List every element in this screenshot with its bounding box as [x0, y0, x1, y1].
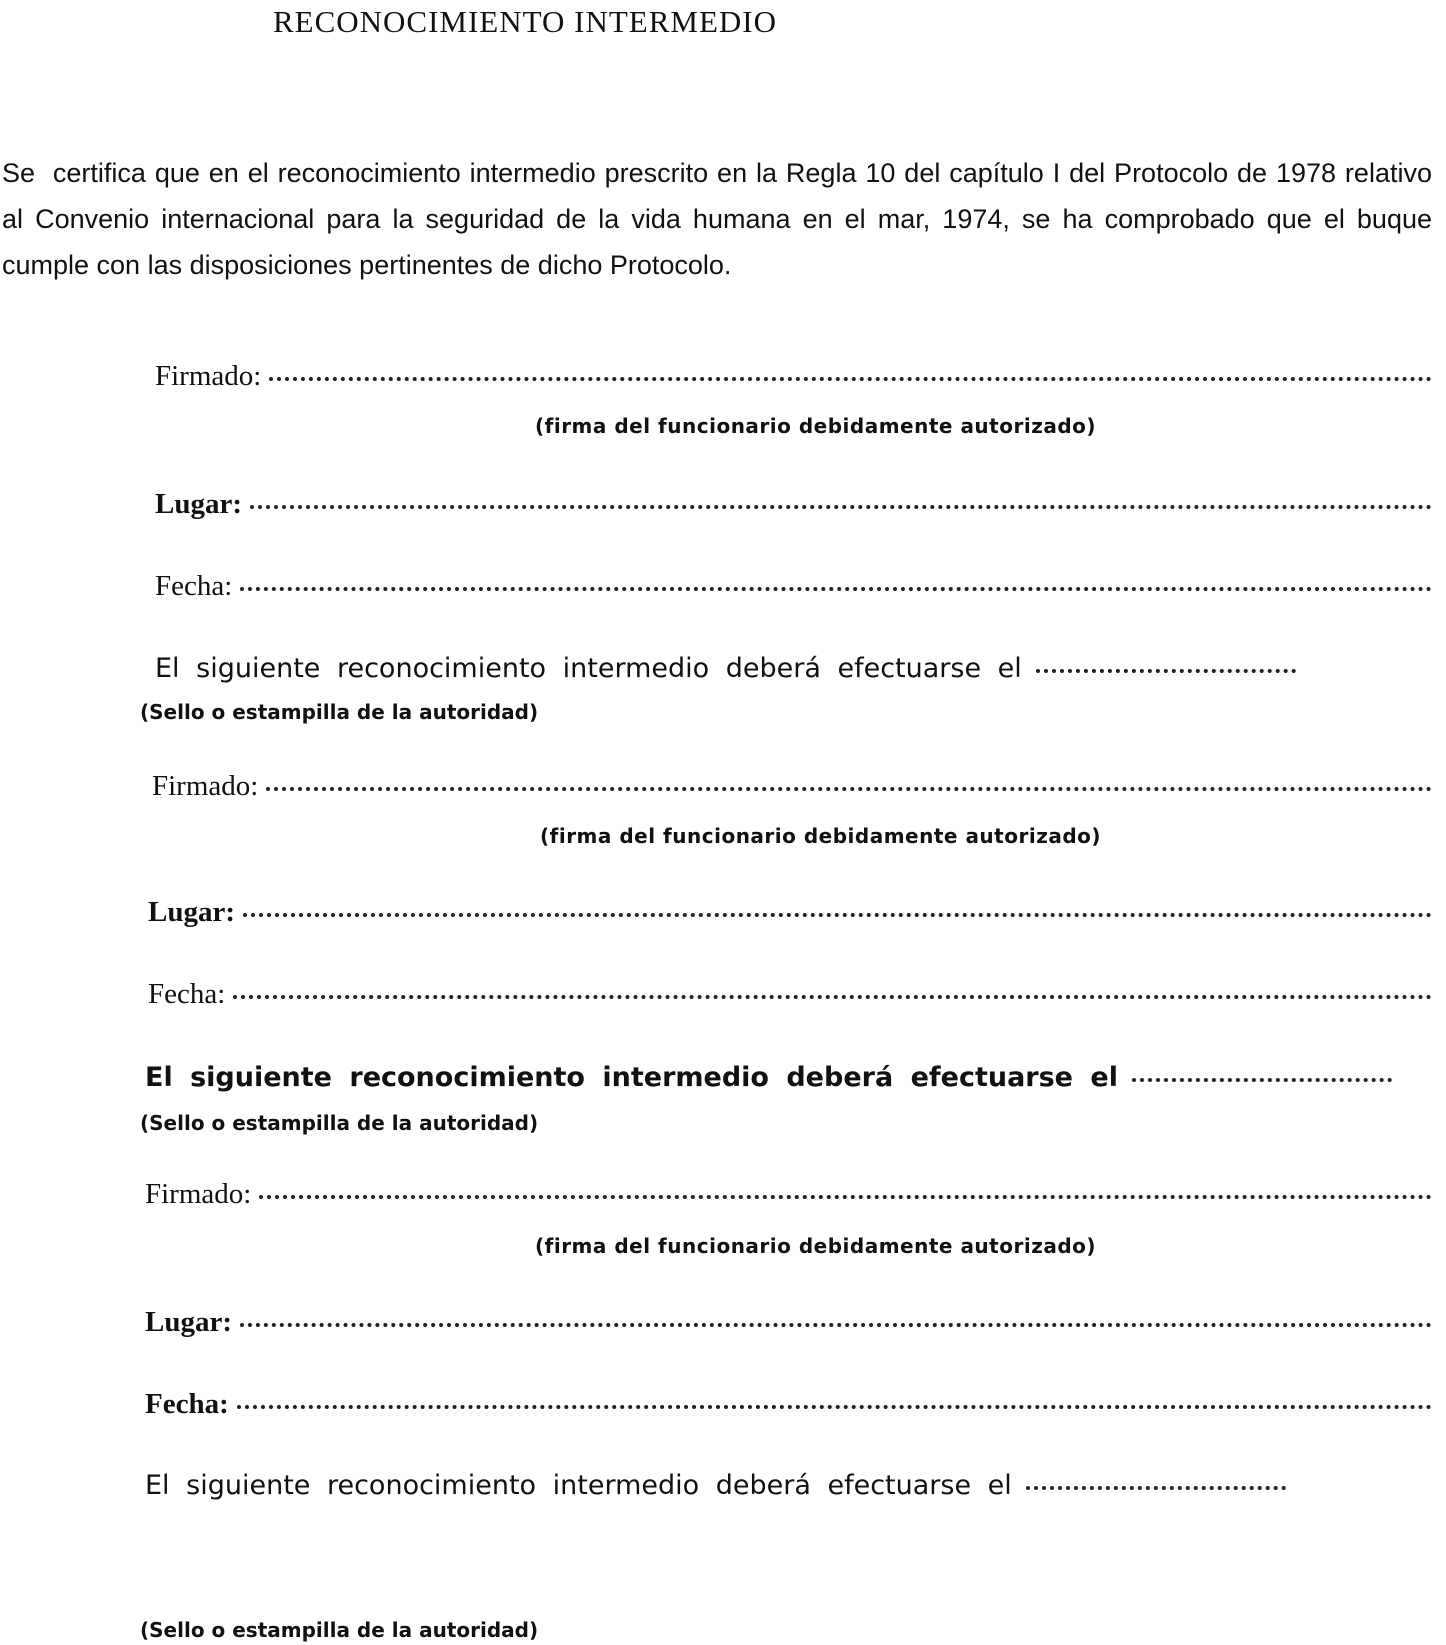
- signed-field-1[interactable]: [155, 360, 1432, 393]
- next-survey-line-3[interactable]: [1026, 1486, 1286, 1490]
- next-survey-field-1[interactable]: [155, 653, 1432, 684]
- signed-caption-1: (firma del funcionario debidamente autorizado): [535, 414, 1097, 438]
- place-label-1: Lugar:: [155, 488, 242, 520]
- intro-body: certifica que en el reconocimiento intermedio prescrito en la Regla 10 del capítulo I del Protocolo de 1978 relativo al Convenio internacional para la seguridad de la vida humana en el mar, 1974, se ha comprobado que el buque cumple con las disposiciones pertinentes de dicho Protocolo.: [2, 158, 1432, 280]
- signed-line-2[interactable]: [266, 787, 1432, 791]
- date-line-3[interactable]: [237, 1405, 1432, 1409]
- signed-caption-2: (firma del funcionario debidamente autorizado): [540, 824, 1102, 848]
- signed-caption-3: (firma del funcionario debidamente autorizado): [535, 1234, 1097, 1258]
- date-line-2[interactable]: [233, 995, 1432, 999]
- date-field-3[interactable]: [145, 1388, 1432, 1421]
- place-line-2[interactable]: [243, 913, 1432, 917]
- signed-field-3[interactable]: [145, 1178, 1432, 1211]
- page-title: RECONOCIMIENTO INTERMEDIO: [272, 4, 778, 39]
- signed-line-1[interactable]: [269, 377, 1432, 381]
- next-survey-text-2: El siguiente reconocimiento intermedio deberá efectuarse el: [145, 1062, 1118, 1093]
- stamp-caption-1: (Sello o estampilla de la autoridad): [140, 700, 539, 724]
- next-survey-text-3: El siguiente reconocimiento intermedio deberá efectuarse el: [145, 1470, 1012, 1501]
- signed-label-1: Firmado:: [155, 360, 262, 392]
- place-field-3[interactable]: [145, 1306, 1432, 1339]
- stamp-caption-3: (Sello o estampilla de la autoridad): [140, 1618, 539, 1642]
- place-label-3: Lugar:: [145, 1306, 232, 1338]
- signed-field-2[interactable]: [152, 770, 1432, 803]
- next-survey-line-2[interactable]: [1132, 1078, 1392, 1082]
- stamp-caption-2: (Sello o estampilla de la autoridad): [140, 1111, 539, 1135]
- date-label-3: Fecha:: [145, 1388, 229, 1420]
- place-field-1[interactable]: [155, 488, 1432, 521]
- next-survey-text-1: El siguiente reconocimiento intermedio deberá efectuarse el: [155, 653, 1022, 684]
- intro-first-word: Se: [2, 158, 36, 188]
- date-line-1[interactable]: [240, 587, 1432, 591]
- certification-text: [2, 150, 1432, 288]
- next-survey-field-3[interactable]: [145, 1470, 1432, 1501]
- date-label-2: Fecha:: [148, 978, 226, 1010]
- next-survey-field-2[interactable]: [145, 1062, 1432, 1093]
- signed-line-3[interactable]: [259, 1195, 1432, 1199]
- signed-label-2: Firmado:: [152, 770, 259, 802]
- next-survey-line-1[interactable]: [1036, 669, 1296, 673]
- date-field-2[interactable]: [148, 978, 1432, 1011]
- place-line-1[interactable]: [250, 505, 1432, 509]
- signed-label-3: Firmado:: [145, 1178, 252, 1210]
- date-label-1: Fecha:: [155, 570, 233, 602]
- place-label-2: Lugar:: [148, 896, 235, 928]
- place-line-3[interactable]: [240, 1323, 1432, 1327]
- place-field-2[interactable]: [148, 896, 1432, 929]
- date-field-1[interactable]: [155, 570, 1432, 603]
